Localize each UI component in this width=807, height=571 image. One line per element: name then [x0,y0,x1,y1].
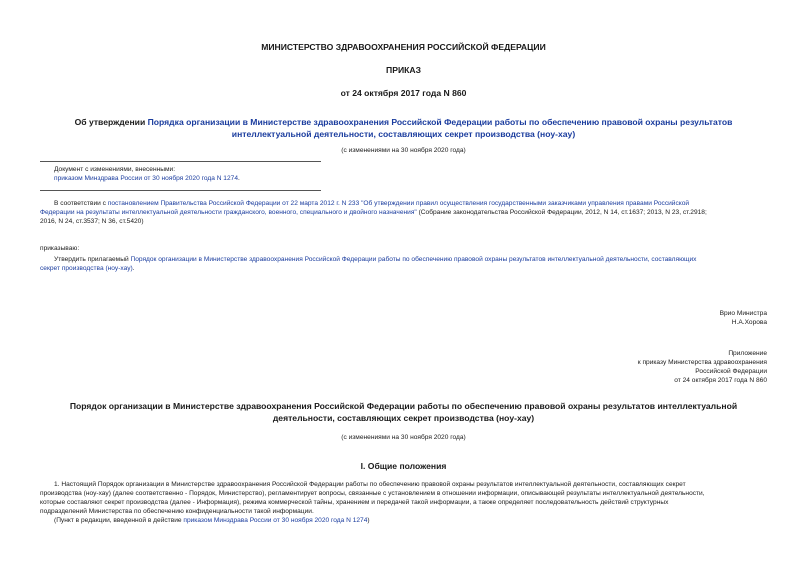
changes-box-top-rule [40,161,321,162]
preamble-source: (Собрание законодательства Российской Федерации, 2012, N 14, ст.1637; 2013, N 23, ст.2918; [416,209,707,216]
note-lead: (Пункт в редакции, введенной в действие [54,517,184,524]
doc-date-number: от 24 октября 2017 года N 860 [340,88,467,98]
preamble-line-1 [40,199,768,208]
signature [720,309,767,327]
procedure-title-line1: Порядок организации в Министерстве здравоохранения Российской Федерации работы по обеспечению правовой охраны результатов интеллектуальной [69,401,738,411]
appendix-ref-line4: от 24 октября 2017 года N 860 [674,377,767,384]
doc-type-heading: ПРИКАЗ [386,65,421,75]
order-link[interactable]: Порядок организации в Министерстве здравоохранения Российской Федерации работы по обеспечению правовой охраны результатов интеллектуальной деятельности, составляющих [130,256,697,263]
preamble [40,199,768,226]
order-word: приказываю: [40,245,80,252]
order-line-1 [40,255,768,264]
paragraph-1-line3: которые составляют секрет производства (далее - Информация), режима коммерческой тайны, хранением и передачей такой информации, а также определяет последовательность действий структурных [40,499,669,506]
procedure-title-line2: деятельности, составляющих секрет производства (ноу-хау) [272,413,535,423]
order-end: . [132,265,135,272]
preamble-line-3: 2016, N 24, ст.3537; N 36, ст.5420) [40,218,144,225]
changes-box-entry [54,174,240,183]
changes-box-bottom-rule [40,190,321,191]
paragraph-1 [40,480,768,525]
changes-box-label: Документ с изменениями, внесенными: [54,166,176,173]
paragraph-1-line2: производства (ноу-хау) (далее соответственно - Порядок, Министерство), регламентирует вопросы, связанные с установлением в отношении информации, описывающей результаты интеллектуальной деятельности, [40,490,705,497]
order-lead: Утвердить прилагаемый [54,256,131,263]
doc-title-prefix: Об утверждении [74,117,148,127]
preamble-link[interactable]: постановлением Правительства Российской Федерации от 22 марта 2012 г. N 233 "Об утверждении правил осуществления государственными заказчиками управления правами Российской [107,200,690,207]
doc-title-link[interactable]: Порядка организации в Министерстве здравоохранения Российской Федерации работы по обеспечению правовой охраны результатов [147,117,733,127]
paragraph-1-line1: 1. Настоящий Порядок организации в Министерстве здравоохранения Российской Федерации работы по обеспечению правовой охраны результатов интеллектуальной деятельности, составляющих секрет [54,481,686,488]
doc-title-link-cont[interactable]: интеллектуальной деятельности, составляющих секрет производства (ноу-хау) [231,129,576,139]
amended-note: (с изменениями на 30 ноября 2020 года) [341,147,466,154]
changes-box-dot: . [237,175,240,182]
changes-box [54,165,240,183]
preamble-line-2 [40,208,768,217]
note-end: ) [367,517,370,524]
ministry-heading: МИНИСТЕРСТВО ЗДРАВООХРАНЕНИЯ РОССИЙСКОЙ ФЕДЕРАЦИИ [261,42,546,52]
changes-box-link[interactable]: приказом Минздрава России от 30 ноября 2020 года N 1274 [54,175,238,182]
order-link-cont[interactable]: секрет производства (ноу-хау) [40,265,133,272]
signature-role: Врио Министра [719,310,767,317]
appendix-ref-line2: к приказу Министерства здравоохранения [637,359,767,366]
signature-name: Н.А.Хорова [731,319,767,326]
order-text [40,255,768,273]
doc-title [0,116,807,140]
preamble-link-cont[interactable]: Федерации на результаты интеллектуальной деятельности гражданского, военного, специального и двойного назначения" [40,209,417,216]
paragraph-1-line4: подразделений Министерства по обеспечению конфиденциальности такой информации. [40,508,314,515]
preamble-lead: В соответствии с [54,200,108,207]
paragraph-1-note [40,516,768,525]
procedure-title [0,400,807,424]
note-link[interactable]: приказом Минздрава России от 30 ноября 2020 года N 1274 [183,517,368,524]
order-line-2 [40,264,768,273]
appendix-ref-line3: Российской Федерации [695,368,767,375]
section-title: I. Общие положения [360,461,447,471]
appendix-ref-line1: Приложение [728,350,767,357]
appendix-ref [638,349,767,385]
procedure-amended: (с изменениями на 30 ноября 2020 года) [341,434,466,441]
